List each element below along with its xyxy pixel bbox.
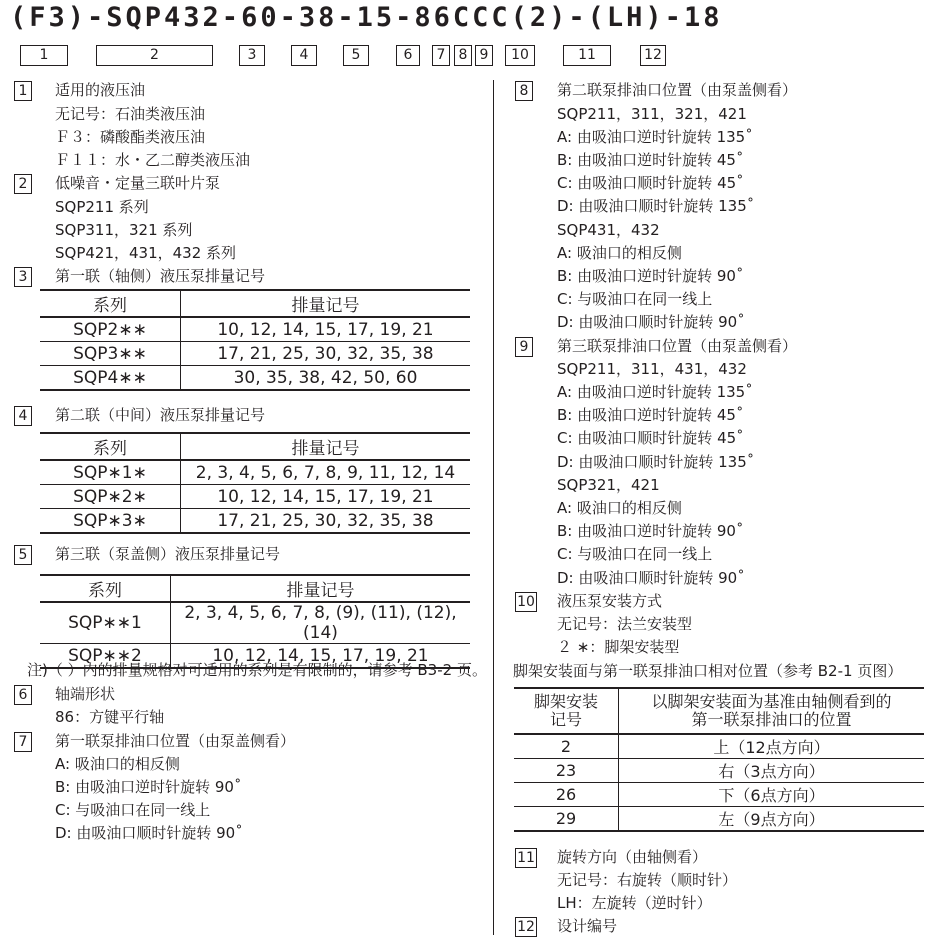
table-row <box>40 485 470 509</box>
section-2-line: SQP421，431，432 系列 <box>55 244 237 262</box>
table-cell: 26 <box>514 783 619 807</box>
section-7-line: D: 由吸油口顺时针旋转 90˚ <box>55 824 243 842</box>
page-title: (F3)-SQP432-60-38-15-86CCC(2)-(LH)-18 <box>10 2 723 33</box>
section-8-line: SQP211，311，321，421 <box>557 105 747 123</box>
section-9-line: B: 由吸油口逆时针旋转 90˚ <box>557 522 744 540</box>
table-header: 脚架安装 <box>533 692 598 711</box>
table-cell: SQP∗∗1 <box>40 602 171 644</box>
table-cell: 23 <box>514 759 619 783</box>
section-7-line: A: 吸油口的相反侧 <box>55 755 180 773</box>
column-divider <box>493 80 494 935</box>
section-5-number: 5 <box>14 545 32 565</box>
section-8-line: A: 吸油口的相反侧 <box>557 244 682 262</box>
section-6-line: 86：方键平行轴 <box>55 708 165 726</box>
code-box-9: 9 <box>475 45 493 66</box>
section-1-number: 1 <box>14 81 32 101</box>
code-box-8: 8 <box>454 45 472 66</box>
code-box-2: 2 <box>96 45 213 66</box>
section-8-line: D: 由吸油口顺时针旋转 90˚ <box>557 313 745 331</box>
section-9-line: SQP211，311，431，432 <box>557 360 747 378</box>
displacement-table-first <box>40 289 470 391</box>
section-1-line: 无记号：石油类液压油 <box>55 105 206 123</box>
table-header: 系列 <box>40 575 171 602</box>
table-cell: 10, 12, 14, 15, 17, 19, 21 <box>181 485 471 509</box>
section-8-line: A: 由吸油口逆时针旋转 135˚ <box>557 128 753 146</box>
table-cell: SQP∗3∗ <box>40 509 181 534</box>
section-9-line: C: 与吸油口在同一线上 <box>557 545 713 563</box>
section-11-number: 11 <box>515 848 537 868</box>
section-8-line: B: 由吸油口逆时针旋转 45˚ <box>557 151 744 169</box>
table-cell: 17, 21, 25, 30, 32, 35, 38 <box>181 509 471 534</box>
code-box-12: 12 <box>640 45 666 66</box>
code-box-3: 3 <box>239 45 265 66</box>
code-box-1: 1 <box>20 45 68 66</box>
section-9-line: D: 由吸油口顺时针旋转 90˚ <box>557 569 745 587</box>
note-text: 注)（ ）内的排量规格对可适用的系列是有限制的，请参考 B3-2 页。 <box>27 661 487 679</box>
table-cell: SQP∗2∗ <box>40 485 181 509</box>
section-3-heading: 第一联（轴侧）液压泵排量记号 <box>55 267 266 285</box>
section-2-heading: 低噪音・定量三联叶片泵 <box>55 174 221 192</box>
section-7-line: B: 由吸油口逆时针旋转 90˚ <box>55 778 242 796</box>
table-cell: 下（6点方向） <box>619 783 925 807</box>
section-1-line: Ｆ１１：水・乙二醇类液压油 <box>55 151 251 169</box>
table-cell: 2 <box>514 734 619 759</box>
section-2-number: 2 <box>14 174 32 194</box>
section-2-line: SQP211 系列 <box>55 198 149 216</box>
section-9-line: A: 吸油口的相反侧 <box>557 499 682 517</box>
section-4-heading: 第二联（中间）液压泵排量记号 <box>55 406 266 424</box>
table-row <box>40 317 470 342</box>
foot-position-table <box>514 687 924 832</box>
table-row <box>514 783 924 807</box>
table-cell: 30, 35, 38, 42, 50, 60 <box>181 366 471 391</box>
section-11-heading: 旋转方向（由轴侧看） <box>557 848 708 866</box>
section-7-line: C: 与吸油口在同一线上 <box>55 801 211 819</box>
section-8-heading: 第二联泵排油口位置（由泵盖侧看） <box>557 81 798 99</box>
table-row <box>40 509 470 534</box>
table-cell: SQP3∗∗ <box>40 342 181 366</box>
table-cell: 2, 3, 4, 5, 6, 7, 8, (9), (11), (12), (14) <box>171 602 471 644</box>
code-box-11: 11 <box>563 45 611 66</box>
code-box-10: 10 <box>505 45 535 66</box>
table-row <box>514 807 924 832</box>
table-cell: 右（3点方向） <box>619 759 925 783</box>
section-9-line: D: 由吸油口顺时针旋转 135˚ <box>557 453 755 471</box>
table-cell: SQP∗1∗ <box>40 460 181 485</box>
section-6-heading: 轴端形状 <box>55 685 116 703</box>
table-cell: 17, 21, 25, 30, 32, 35, 38 <box>181 342 471 366</box>
table-row <box>514 734 924 759</box>
section-11-line: 无记号：右旋转（顺时针） <box>557 871 738 889</box>
table-cell: 29 <box>514 807 619 832</box>
table-header: 排量记号 <box>181 433 471 460</box>
section-1-line: Ｆ３：磷酸酯类液压油 <box>55 128 206 146</box>
section-7-number: 7 <box>14 732 32 752</box>
section-5-heading: 第三联（泵盖侧）液压泵排量记号 <box>55 545 281 563</box>
section-10-line: 无记号：法兰安装型 <box>557 615 693 633</box>
table-cell: 上（12点方向） <box>619 734 925 759</box>
displacement-table-second <box>40 432 470 534</box>
section-2-line: SQP311，321 系列 <box>55 221 193 239</box>
table-row <box>514 759 924 783</box>
section-12-number: 12 <box>515 917 537 937</box>
table-header: 系列 <box>40 433 181 460</box>
section-8-number: 8 <box>515 81 533 101</box>
table-cell: 左（9点方向） <box>619 807 925 832</box>
section-9-line: A: 由吸油口逆时针旋转 135˚ <box>557 383 753 401</box>
table-header: 记号 <box>549 710 582 729</box>
table-header: 系列 <box>40 290 181 317</box>
section-4-number: 4 <box>14 406 32 426</box>
section-7-heading: 第一联泵排油口位置（由泵盖侧看） <box>55 732 296 750</box>
section-8-line: C: 与吸油口在同一线上 <box>557 290 713 308</box>
section-11-line: LH：左旋转（逆时针） <box>557 894 712 912</box>
section-10-heading: 液压泵安装方式 <box>557 592 663 610</box>
table-header: 第一联泵排油口的位置 <box>691 710 852 729</box>
table-cell: SQP4∗∗ <box>40 366 181 391</box>
table-header: 以脚架安装面为基准由轴侧看到的 <box>651 692 892 711</box>
table-header: 排量记号 <box>181 290 471 317</box>
code-box-5: 5 <box>343 45 369 66</box>
table-cell: 2, 3, 4, 5, 6, 7, 8, 9, 11, 12, 14 <box>181 460 471 485</box>
table-cell: 10, 12, 14, 15, 17, 19, 21 <box>171 644 471 669</box>
table-cell: SQP∗∗2 <box>40 644 171 669</box>
section-9-line: SQP321，421 <box>557 476 660 494</box>
section-10-number: 10 <box>515 592 537 612</box>
code-box-7: 7 <box>432 45 450 66</box>
table-row <box>40 602 470 644</box>
code-box-4: 4 <box>291 45 317 66</box>
table-cell: SQP2∗∗ <box>40 317 181 342</box>
section-8-line: C: 由吸油口顺时针旋转 45˚ <box>557 174 744 192</box>
table-header: 排量记号 <box>171 575 471 602</box>
section-1-heading: 适用的液压油 <box>55 81 146 99</box>
table-row <box>40 460 470 485</box>
section-9-line: B: 由吸油口逆时针旋转 45˚ <box>557 406 744 424</box>
code-box-6: 6 <box>396 45 420 66</box>
foot-table-caption: 脚架安装面与第一联泵排油口相对位置（参考 B2-1 页图） <box>513 662 903 680</box>
section-10-line: ２ ∗：脚架安装型 <box>557 638 680 656</box>
section-8-line: SQP431，432 <box>557 221 660 239</box>
section-8-line: D: 由吸油口顺时针旋转 135˚ <box>557 197 755 215</box>
table-row <box>40 342 470 366</box>
displacement-table-third <box>40 574 470 669</box>
section-8-line: B: 由吸油口逆时针旋转 90˚ <box>557 267 744 285</box>
table-row <box>40 366 470 391</box>
section-12-heading: 设计编号 <box>557 917 618 935</box>
section-6-number: 6 <box>14 685 32 705</box>
section-3-number: 3 <box>14 267 32 287</box>
section-9-line: C: 由吸油口顺时针旋转 45˚ <box>557 429 744 447</box>
table-cell: 10, 12, 14, 15, 17, 19, 21 <box>181 317 471 342</box>
section-9-heading: 第三联泵排油口位置（由泵盖侧看） <box>557 337 798 355</box>
section-9-number: 9 <box>515 337 533 357</box>
